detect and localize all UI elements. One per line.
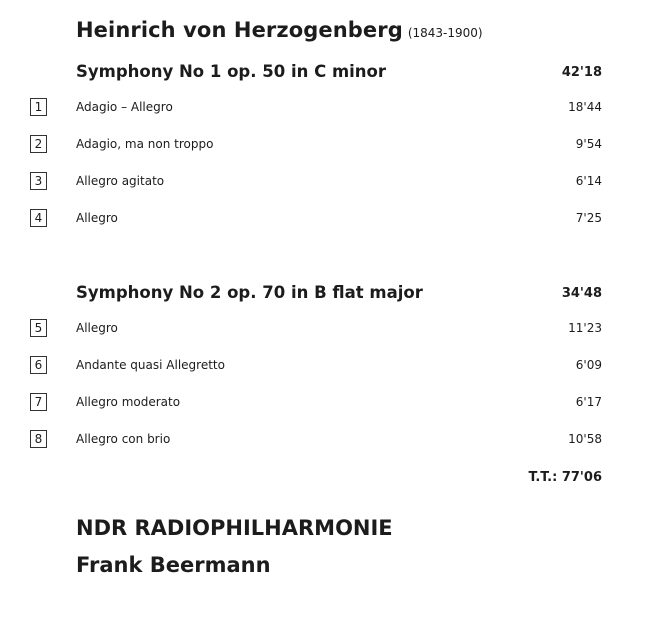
track-number: 7 [30,393,47,411]
orchestra-name: NDR RADIOPHILHARMONIE [76,516,393,540]
track-row [0,98,650,118]
track-title: Allegro [76,211,118,225]
total-time: T.T.: 77'06 [528,470,602,485]
track-title: Allegro [76,321,118,335]
track-time: 6'14 [575,174,602,188]
track-time: 6'09 [575,358,602,372]
composer-heading [76,18,483,42]
track-row [0,135,650,155]
work-duration: 34'48 [561,286,602,301]
track-row [0,356,650,376]
work-title: Symphony No 1 op. 50 in C minor [76,62,387,81]
track-time: 18'44 [568,100,602,114]
track-number: 8 [30,430,47,448]
conductor-name: Frank Beermann [76,553,271,577]
track-row [0,430,650,450]
track-title: Allegro moderato [76,395,181,409]
track-time: 10'58 [568,432,602,446]
track-title: Allegro agitato [76,174,165,188]
track-number: 6 [30,356,47,374]
track-time: 7'25 [575,211,602,225]
track-time: 6'17 [575,395,602,409]
track-number: 5 [30,319,47,337]
track-row [0,209,650,229]
composer-dates: (1843-1900) [407,26,483,40]
composer-name: Heinrich von Herzogenberg [76,18,403,42]
track-time: 9'54 [575,137,602,151]
track-row [0,319,650,339]
track-title: Adagio, ma non troppo [76,137,214,151]
track-title: Andante quasi Allegretto [76,358,225,372]
track-number: 4 [30,209,47,227]
track-row [0,393,650,413]
track-number: 2 [30,135,47,153]
track-number: 1 [30,98,47,116]
track-row [0,172,650,192]
track-number: 3 [30,172,47,190]
track-time: 11'23 [568,321,602,335]
work-title: Symphony No 2 op. 70 in B flat major [76,283,423,302]
track-title: Adagio – Allegro [76,100,173,114]
work-duration: 42'18 [561,65,602,80]
track-title: Allegro con brio [76,432,171,446]
